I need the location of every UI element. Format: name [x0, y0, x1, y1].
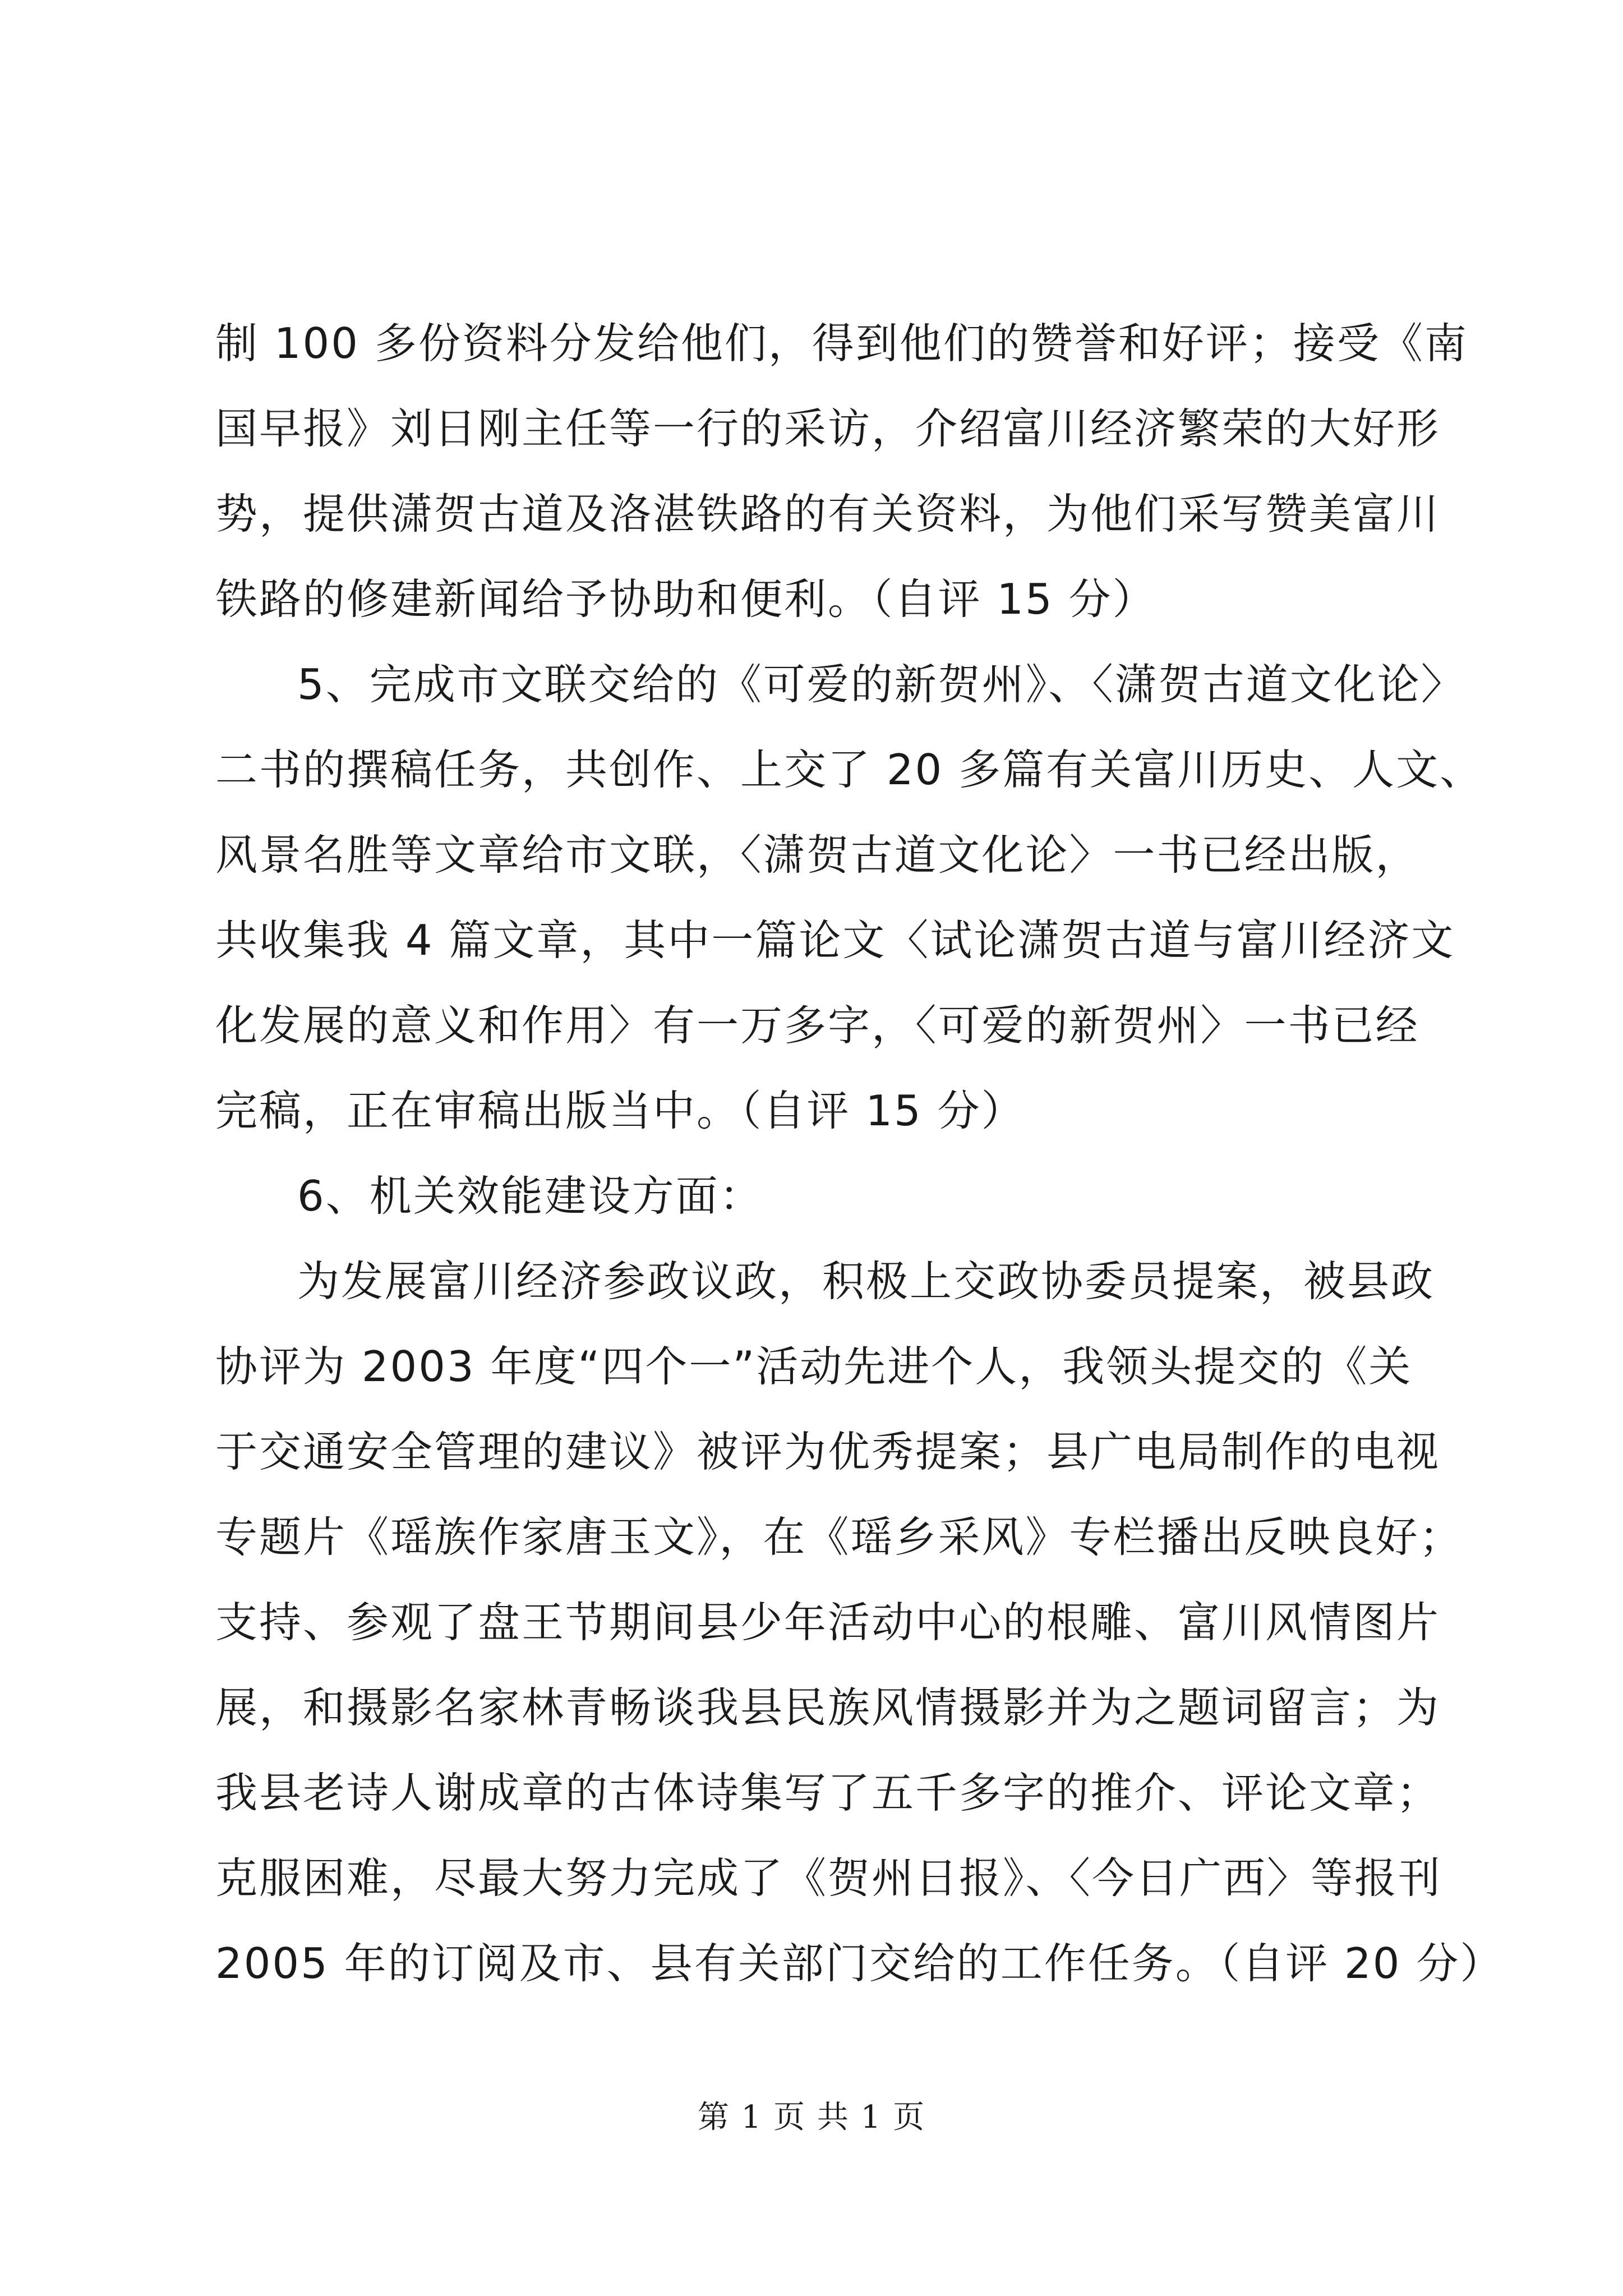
text-line: 2005 年的订阅及市、县有关部门交给的工作任务。（自评 20 分）	[215, 1939, 1504, 1988]
text-line: 支持、参观了盘王节期间县少年活动中心的根雕、富川风情图片	[215, 1598, 1441, 1647]
text-line: 风景名胜等文章给市文联，〈潇贺古道文化论〉一书已经出版，	[215, 830, 1419, 880]
text-line: 专题片《瑶族作家唐玉文》，在《瑶乡采风》专栏播出反映良好；	[215, 1512, 1463, 1562]
text-line: 制 100 多份资料分发给他们，得到他们的赞誉和好评；接受《南	[215, 319, 1468, 368]
body-text	[215, 301, 1504, 2006]
text-line: 共收集我 4 篇文章，其中一篇论文〈试论潇贺古道与富川经济文	[215, 915, 1455, 965]
text-line: 我县老诗人谢成章的古体诗集写了五千多字的推介、评论文章；	[215, 1768, 1441, 1818]
text-line: 化发展的意义和作用〉有一万多字，〈可爱的新贺州〉一书已经	[215, 1001, 1419, 1050]
text-line: 二书的撰稿任务，共创作、上交了 20 多篇有关富川历史、人文、	[215, 745, 1484, 794]
text-line: 于交通安全管理的建议》被评为优秀提案；县广电局制作的电视	[215, 1427, 1441, 1476]
paragraph-5-start: 5、完成市文联交给的《可爱的新贺州》、〈潇贺古道文化论〉	[297, 660, 1465, 709]
section-6-heading: 6、机关效能建设方面：	[297, 1171, 763, 1221]
text-line: 完稿，正在审稿出版当中。（自评 15 分）	[215, 1086, 1025, 1135]
page-footer: 第 1 页 共 1 页	[697, 2099, 926, 2136]
paragraph-6-start: 为发展富川经济参政议政，积极上交政协委员提案，被县政	[297, 1257, 1435, 1306]
text-line: 展，和摄影名家林青畅谈我县民族风情摄影并为之题词留言；为	[215, 1683, 1441, 1732]
text-line: 铁路的修建新闻给予协助和便利。（自评 15 分）	[215, 574, 1156, 624]
text-line: 势，提供潇贺古道及洛湛铁路的有关资料，为他们采写赞美富川	[215, 489, 1441, 539]
text-line: 协评为 2003 年度“四个一”活动先进个人，我领头提交的《关	[215, 1342, 1413, 1391]
text-line: 国早报》刘日刚主任等一行的采访，介绍富川经济繁荣的大好形	[215, 404, 1441, 453]
text-line: 克服困难，尽最大努力完成了《贺州日报》、〈今日广西〉等报刊	[215, 1853, 1442, 1903]
